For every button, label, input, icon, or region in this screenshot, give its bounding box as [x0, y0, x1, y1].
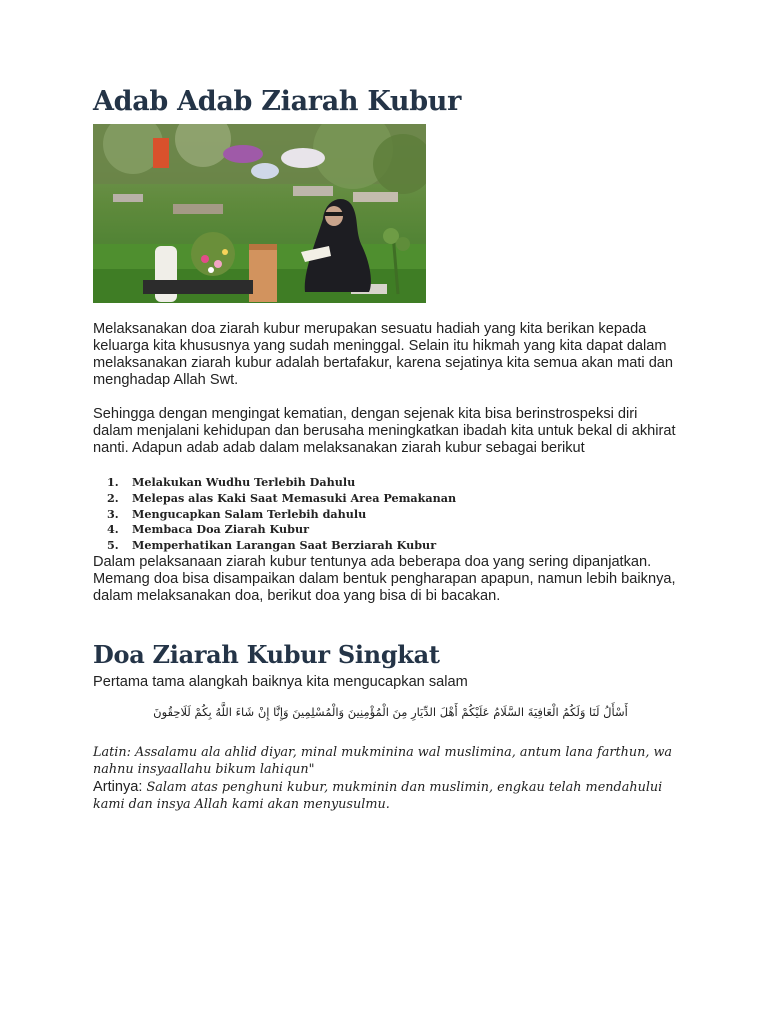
intro-paragraph: Melaksanakan doa ziarah kubur merupakan sesuatu hadiah yang kita berikan kepada keluarga kita khususnya yang sudah meninggal. Selain itu hikmah yang kita dapat dalam melaksanakan ziarah kubur adalah bertafakur, karena sejatinya kita semua akan mati dan menghadap Allah Swt. [93, 321, 674, 388]
second-paragraph: Sehingga dengan mengingat kematian, dengan sejenak kita bisa berinstrospeksi diri dalam menjalani kehidupan dan berusaha meningkatkan ibadah kita untuk bekal di akhirat nanti. Adapun adab adab dalam melaksanakan ziarah kubur sebagai berikut [93, 406, 676, 456]
adab-steps-list [93, 475, 456, 554]
section-heading: Doa Ziarah Kubur Singkat [93, 640, 440, 669]
list-item: 2. Melepas alas Kaki Saat Memasuki Area Pemakanan [107, 490, 457, 505]
list-item: 4. Membaca Doa Ziarah Kubur [107, 522, 309, 537]
arabic-prayer: أَسْأَلُ لَنَا وَلَكُمُ الْعَافِيَةَ السَّلَامُ عَلَيْكُمْ أَهْلَ الدِّيَارِ مِنَ الْمُؤْمِنِينَ وَالْمُسْلِمِينَ وَإِنَّا إِنْ شَاءَ اللَّهُ بِكُمْ لَلَاحِقُونَ [153, 705, 628, 719]
page-title: Adab Adab Ziarah Kubur [93, 86, 462, 117]
third-paragraph: Dalam pelaksanaan ziarah kubur tentunya ada beberapa doa yang sering dipanjatkan. Memang doa bisa disampaikan dalam bentuk pengharapan apapun, namun lebih baiknya, dalam melaksanakan doa, berikut doa yang bisa di bi bacakan. [93, 554, 676, 604]
list-item: 1. Melakukan Wudhu Terlebih Dahulu [107, 475, 356, 489]
list-item: 5. Memperhatikan Larangan Saat Berziarah Kubur [107, 538, 437, 553]
translation [93, 779, 678, 813]
translation-label: Artinya: [93, 779, 147, 795]
list-item: 3. Mengucapkan Salam Terlebih dahulu [107, 506, 367, 521]
section-lead: Pertama tama alangkah baiknya kita mengucapkan salam [93, 674, 468, 690]
translation-text: Salam atas penghuni kubur, mukminin dan muslimin, engkau telah mendahului kami dan insya Allah kami akan menyusulmu. [93, 780, 663, 812]
grave-pilgrimage-photo [93, 124, 426, 303]
latin-transliteration: Latin: Assalamu ala ahlid diyar, minal mukminina wal muslimina, antum lana farthun, wa nahnu insyaallahu bikum lahiqun" [93, 745, 673, 777]
